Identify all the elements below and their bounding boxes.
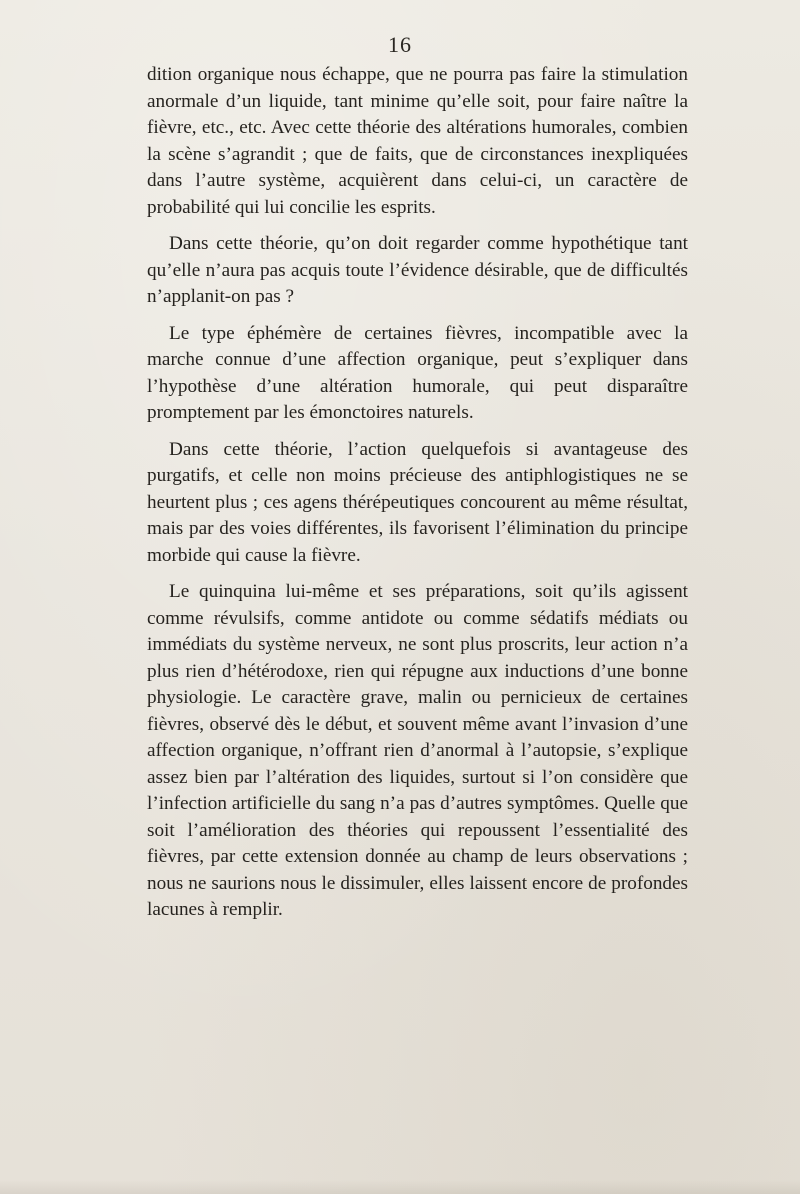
page-number: 16 bbox=[388, 32, 412, 57]
paragraph: Le type éphémère de certaines fièvres, incompatible avec la marche connue d’une affection organique, peut s’expliquer dans l’hypothèse d’une altération humorale, qui peut disparaître promptement par les émonctoires naturels. bbox=[147, 322, 688, 423]
paragraph: Dans cette théorie, qu’on doit regarder comme hypothétique tant qu’elle n’aura pas acquis toute l’évidence désirable, que de difficultés n’applanit-on pas ? bbox=[147, 233, 688, 307]
page-bottom-edge bbox=[0, 1180, 800, 1194]
paragraph: Dans cette théorie, l’action quelquefois si avantageuse des purgatifs, et celle non moins précieuse des antiphlogistiques ne se heurtent plus ; ces agens thérépeutiques concourent au même résultat, mais par des voies différentes, ils favorisent l’élimination du principe morbide qui cause la fièvre. bbox=[147, 438, 688, 566]
paragraph: Le quinquina lui-même et ses préparations, soit qu’ils agissent comme révulsifs, comme antidote ou comme sédatifs médiats ou immédiats du système nerveux, ne sont plus proscrits, leur action n’a plus rien d’hétérodoxe, rien qui répugne aux inductions d’une bonne physiologie. Le caractère grave, malin ou pernicieux de certaines fièvres, observé dès le début, et souvent même avant l’invasion d’une affection organique, n’offrant rien d’anormal à l’autopsie, s’explique assez bien par l’altération des liquides, surtout si l’on considère que l’infection artificielle du sang n’a pas d’autres symptômes. Quelle que soit l’amélioration des théories qui repoussent l’essentialité des fièvres, par cette extension donnée au champ de leurs observations ; nous ne saurions nous le dissimuler, elles laissent encore de profondes lacunes à remplir. bbox=[147, 581, 688, 920]
paragraph: dition organique nous échappe, que ne pourra pas faire la stimulation anormale d’un liquide, tant minime qu’elle soit, pour faire naître la fièvre, etc., etc. Avec cette théorie des altérations humorales, combien la scène s’agrandit ; que de faits, que de circonstances inexpliquées dans l’autre système, acquièrent dans celui-ci, un caractère de probabilité qui lui concilie les esprits. bbox=[147, 64, 688, 218]
text-body bbox=[147, 62, 688, 924]
